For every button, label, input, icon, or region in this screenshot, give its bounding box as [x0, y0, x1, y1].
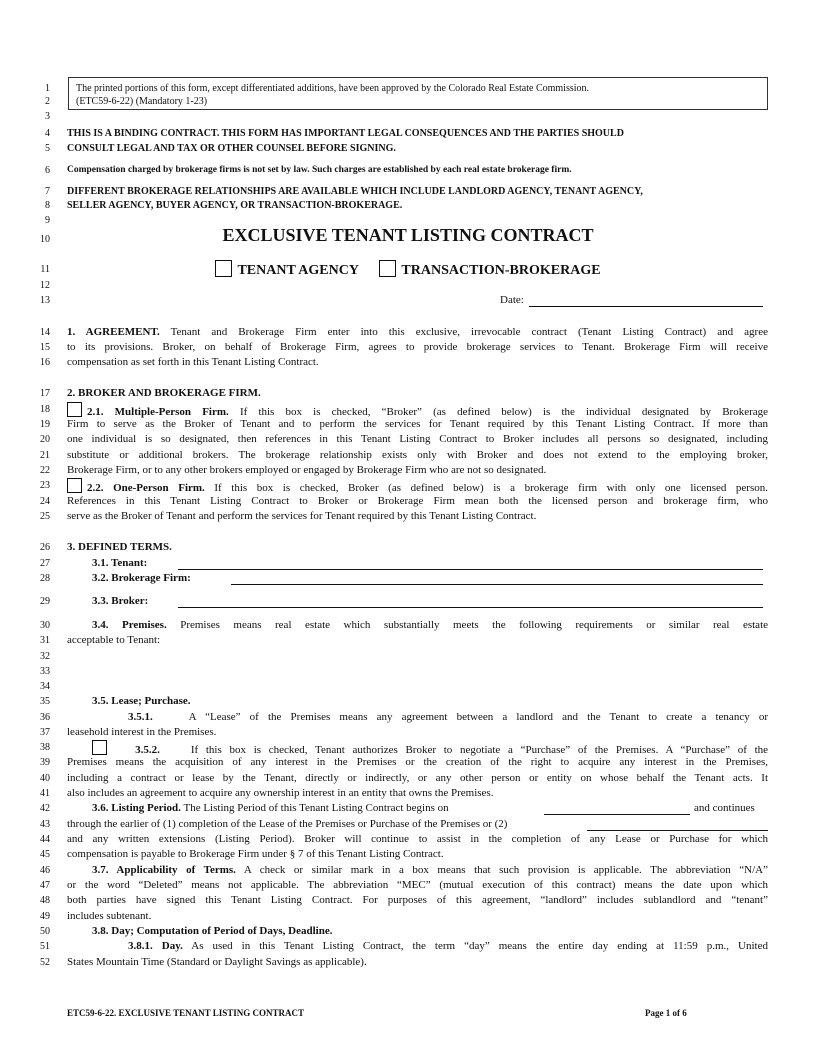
premises-heading: 3.4. Premises.	[92, 619, 167, 631]
applicability-heading: 3.7. Applicability of Terms.	[92, 864, 236, 876]
section-2-line-21: substitute or additional brokers. The brokerage relationship exists only with Broker and does not extend to the employing broker,	[67, 449, 768, 461]
lease-purchase-heading: 3.5. Lease; Purchase.	[92, 695, 191, 707]
section-2-line-24: References in this Tenant Listing Contract to Broker or Brokerage Firm mean both the licensed person and brokerage firm, who	[67, 495, 768, 507]
line-number: 30	[40, 620, 50, 631]
footer-page-number: Page 1 of 6	[645, 1008, 687, 1018]
commission-notice-line-1: The printed portions of this form, except differentiated additions, have been approved by the Colorado Real Estate Commission.	[76, 83, 590, 94]
line-number: 42	[40, 803, 50, 814]
date-label: Date:	[500, 294, 524, 306]
purchase-line-41: also includes an agreement to acquire any ownership interest in an entity that owns the Premises.	[67, 787, 494, 799]
line-number: 1	[45, 83, 50, 94]
contract-title: EXCLUSIVE TENANT LISTING CONTRACT	[222, 225, 594, 245]
purchase-authorization-checkbox[interactable]	[92, 740, 107, 755]
line-number: 15	[40, 342, 50, 353]
line-number: 28	[40, 573, 50, 584]
tenant-field[interactable]	[178, 558, 763, 570]
brokerage-firm-field[interactable]	[231, 573, 763, 585]
section-1-line-15: to its provisions. Broker, on behalf of Brokerage Firm, agrees to provide brokerage services to Tenant. Brokerage Firm will receive	[67, 341, 768, 353]
applicability-line-49: includes subtenant.	[67, 910, 152, 922]
listing-period-start-field[interactable]	[544, 803, 690, 815]
purchase-line-40: including a contract or lease by the Tenant, directly or indirectly, or any other person or entity on whose behalf the Tenant acts. It	[67, 772, 768, 784]
line-number: 19	[40, 419, 50, 430]
line-number: 37	[40, 727, 50, 738]
section-2-heading: 2. BROKER AND BROKERAGE FIRM.	[67, 387, 261, 399]
line-number: 51	[40, 941, 50, 952]
applicability-line-48: both parties have signed this Tenant Listing Contract. For purposes of this agreement, “landlord” includes sublandlord and “tenant”	[67, 894, 768, 906]
multiple-person-firm-checkbox[interactable]	[67, 402, 82, 417]
agency-selection	[0, 260, 816, 278]
brokerage-firm-label: 3.2. Brokerage Firm:	[92, 572, 191, 584]
line-number: 14	[40, 327, 50, 338]
section-2-1-heading: 2.1. Multiple-Person Firm.	[87, 406, 229, 418]
broker-label: 3.3. Broker:	[92, 595, 149, 607]
line-number: 2	[45, 96, 50, 107]
line-number: 40	[40, 773, 50, 784]
line-number: 7	[45, 186, 50, 197]
line-number: 38	[40, 742, 50, 753]
lease-line-36: 3.5.1. A “Lease” of the Premises means any agreement between a landlord and the Tenant to create a tenancy or	[128, 711, 768, 723]
line-number: 49	[40, 911, 50, 922]
binding-warning-line-2: CONSULT LEGAL AND TAX OR OTHER COUNSEL BEFORE SIGNING.	[67, 143, 396, 154]
listing-period-continues: and continues	[694, 802, 755, 814]
line-number: 52	[40, 957, 50, 968]
section-2-line-22: Brokerage Firm, or to any other brokers employed or engaged by Brokerage Firm who are not so designated.	[67, 464, 547, 476]
line-number: 4	[45, 128, 50, 139]
tenant-agency-checkbox[interactable]	[215, 260, 232, 277]
line-number: 10	[40, 234, 50, 245]
compensation-notice: Compensation charged by brokerage firms is not set by law. Such charges are established by each real estate brokerage firm.	[67, 165, 572, 175]
line-number: 26	[40, 542, 50, 553]
line-number: 47	[40, 880, 50, 891]
transaction-brokerage-checkbox[interactable]	[379, 260, 396, 277]
section-2-line-25: serve as the Broker of Tenant and perform the services for Tenant required by this Tenant Listing Contract.	[67, 510, 537, 522]
broker-field[interactable]	[178, 596, 763, 608]
premises-line-30: 3.4. Premises. Premises means real estate which substantially meets the following requirements or similar real estate	[92, 619, 769, 631]
section-2-line-19: Firm to serve as the Broker of Tenant and to perform the services for Tenant required by this Tenant Listing Contract. If more than	[67, 418, 768, 430]
listing-period-line-44: and any written extensions (Listing Period). Broker will continue to assist in the completion of any Lease or Purchase for which	[67, 833, 768, 845]
line-number: 24	[40, 496, 50, 507]
line-number: 16	[40, 357, 50, 368]
line-number: 31	[40, 635, 50, 646]
line-number: 6	[45, 165, 50, 176]
listing-period-line-42: 3.6. Listing Period. The Listing Period of this Tenant Listing Contract begins on	[92, 802, 449, 814]
line-number: 20	[40, 434, 50, 445]
line-number: 35	[40, 696, 50, 707]
section-2-line-20: one individual is so designated, then references in this Tenant Listing Contract to Broker includes all persons so designated, including	[67, 433, 768, 445]
listing-period-heading: 3.6. Listing Period.	[92, 802, 181, 814]
line-number: 25	[40, 511, 50, 522]
line-number: 33	[40, 666, 50, 677]
section-2-2-heading: 2.2. One-Person Firm.	[87, 482, 205, 494]
relationships-warning-line-2: SELLER AGENCY, BUYER AGENCY, OR TRANSACTION-BROKERAGE.	[67, 200, 403, 211]
tenant-agency-label: TENANT AGENCY	[237, 263, 359, 278]
line-number: 9	[45, 215, 50, 226]
applicability-line-46: 3.7. Applicability of Terms. A check or similar mark in a box means that such provision is applicable. The abbreviation “N/A”	[92, 864, 768, 876]
section-1-line-16: compensation as set forth in this Tenant Listing Contract.	[67, 356, 319, 368]
day-line-51: 3.8.1. Day. As used in this Tenant Listing Contract, the term “day” means the entire day ending at 11:59 p.m., United	[128, 940, 768, 952]
line-number: 45	[40, 849, 50, 860]
line-number: 50	[40, 926, 50, 937]
listing-period-line-43: through the earlier of (1) completion of the Lease of the Premises or Purchase of the Premises or (2)	[67, 818, 508, 830]
line-number: 41	[40, 788, 50, 799]
section-1-heading: 1. AGREEMENT.	[67, 326, 160, 338]
purchase-line-38: 3.5.2. If this box is checked, Tenant authorizes Broker to negotiate a “Purchase” of the Premises. A “Purchase” of the	[92, 740, 768, 758]
line-number: 21	[40, 450, 50, 461]
applicability-line-47: or the word “Deleted” means not applicable. The abbreviation “MEC” (mutual execution of this contract) means the date upon which	[67, 879, 768, 891]
line-number: 22	[40, 465, 50, 476]
line-number: 18	[40, 404, 50, 415]
line-number: 3	[45, 111, 50, 122]
line-number: 23	[40, 480, 50, 491]
one-person-firm-checkbox[interactable]	[67, 478, 82, 493]
date-field[interactable]	[529, 295, 763, 307]
lease-line-37: leasehold interest in the Premises.	[67, 726, 217, 738]
commission-notice-line-2: (ETC59-6-22) (Mandatory 1-23)	[76, 96, 208, 107]
section-3-5-1-heading: 3.5.1.	[128, 711, 153, 723]
line-number: 5	[45, 143, 50, 154]
section-2-1-line: 2.1. Multiple-Person Firm. If this box is checked, “Broker” (as defined below) is the individual designated by Brokerage	[67, 402, 768, 420]
section-2-2-line: 2.2. One-Person Firm. If this box is checked, Broker (as defined below) is a brokerage firm with only one licensed person.	[67, 478, 768, 496]
line-number: 13	[40, 295, 50, 306]
tenant-label: 3.1. Tenant:	[92, 557, 148, 569]
binding-warning-line-1: THIS IS A BINDING CONTRACT. THIS FORM HAS IMPORTANT LEGAL CONSEQUENCES AND THE PARTIES SHOULD	[67, 128, 624, 139]
purchase-line-39: Premises means the acquisition of any interest in the Premises or the creation of the right to acquire any interest in the Premises,	[67, 756, 768, 768]
transaction-brokerage-label: TRANSACTION-BROKERAGE	[401, 263, 601, 278]
listing-period-line-45: compensation is payable to Brokerage Firm under § 7 of this Tenant Listing Contract.	[67, 848, 444, 860]
section-3-8-1-heading: 3.8.1. Day.	[128, 940, 183, 952]
line-number: 48	[40, 895, 50, 906]
section-3-heading: 3. DEFINED TERMS.	[67, 541, 172, 553]
line-number: 12	[40, 280, 50, 291]
line-number: 29	[40, 596, 50, 607]
line-number: 34	[40, 681, 50, 692]
line-number: 17	[40, 388, 50, 399]
footer-form-id: ETC59-6-22. EXCLUSIVE TENANT LISTING CONTRACT	[67, 1008, 304, 1018]
line-number: 32	[40, 651, 50, 662]
day-computation-heading: 3.8. Day; Computation of Period of Days, Deadline.	[92, 925, 333, 937]
day-line-52: States Mountain Time (Standard or Daylight Savings as applicable).	[67, 956, 367, 968]
section-1-line-14: 1. AGREEMENT. Tenant and Brokerage Firm enter into this exclusive, irrevocable contract (Tenant Listing Contract) and agree	[67, 326, 768, 338]
line-number: 44	[40, 834, 50, 845]
line-number: 36	[40, 712, 50, 723]
line-number: 46	[40, 865, 50, 876]
line-number: 43	[40, 819, 50, 830]
line-number: 39	[40, 757, 50, 768]
line-number: 11	[40, 264, 50, 275]
section-3-5-2-heading: 3.5.2.	[135, 744, 160, 756]
premises-line-31: acceptable to Tenant:	[67, 634, 161, 646]
line-number: 8	[45, 200, 50, 211]
listing-period-end-field[interactable]	[587, 819, 768, 831]
line-number: 27	[40, 558, 50, 569]
relationships-warning-line-1: DIFFERENT BROKERAGE RELATIONSHIPS ARE AVAILABLE WHICH INCLUDE LANDLORD AGENCY, TENANT AGENCY,	[67, 186, 643, 197]
